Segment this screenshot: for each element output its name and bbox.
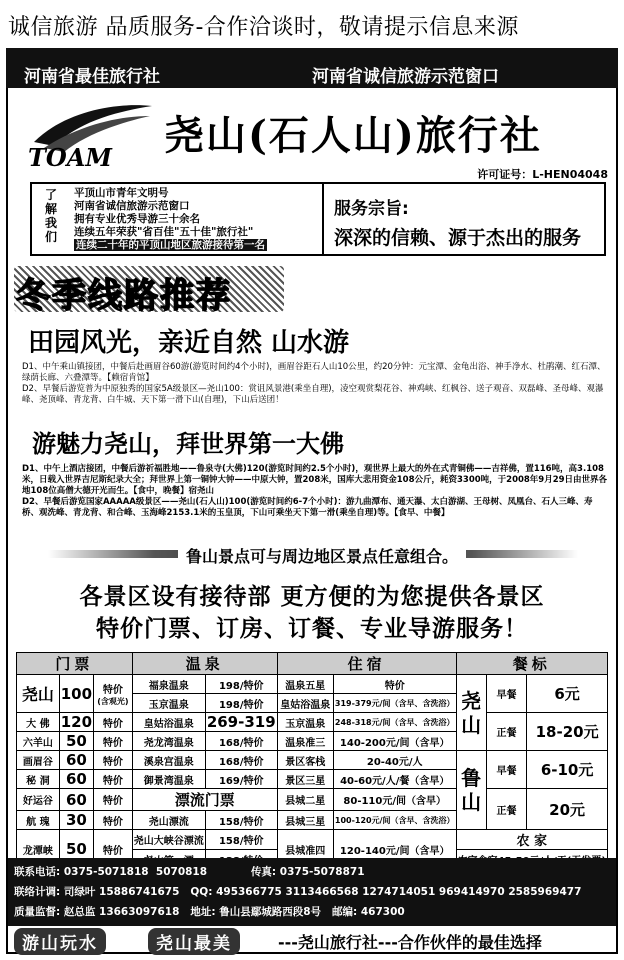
manager: 赵总监 13663097618	[63, 906, 180, 918]
header-bar	[6, 48, 618, 88]
intro-item: 连续五年荣获"省百佳"五十佳"旅行社"	[74, 226, 254, 238]
intro-tag: 了 解 我 们	[44, 188, 57, 244]
slogan-2: 尧山最美	[148, 928, 240, 955]
meal-place: 尧 山	[456, 675, 486, 751]
table-row: 秘 洞 60 特价 御景湾温泉 169/特价 景区三星 40-60元/人/餐（含早）	[17, 770, 608, 789]
tagline: ---尧山旅行社---合作伙伴的最佳选择	[278, 933, 542, 952]
contact-block: 联系电话: 0375-5071818 5070818 传真: 0375-5078871 联络计调: 司绿叶 15886741675 QQ: 495366775 3113466568 1274714051 969414970 2585969477 质量监督: 赵总监 13663097618 地址: 鲁山县鄢城路西段8号 邮编: 467300	[8, 858, 616, 926]
combo-note	[48, 544, 578, 564]
header-left: 河南省最佳旅行社	[24, 67, 160, 87]
header-lodging: 住宿	[277, 653, 456, 675]
address: 鲁山县鄢城路西段8号	[219, 906, 322, 918]
intro-box	[30, 182, 606, 256]
qq-numbers: 495366775 3113466568 1274714051 969414970 2585969477	[216, 886, 582, 898]
license-number: 许可证号：L-HEN04048	[477, 168, 608, 181]
winter-title: 冬季线路推荐	[16, 276, 232, 316]
tenet-title: 服务宗旨:	[334, 199, 409, 219]
intro-list	[74, 187, 344, 252]
intro-item: 河南省诚信旅游示范窗口	[74, 200, 190, 212]
table-row: 尧山 100 特价 (含观光) 福泉温泉 198/特价 温泉五星 特价 尧 山 早餐 6元	[17, 675, 608, 694]
table-row: 龙潭峡 50 特价 尧山大峡谷漂流 158/特价 县城准四 120-140元/间（含早） 农 家	[17, 830, 608, 850]
company-logo	[24, 102, 154, 172]
price-table	[16, 652, 608, 869]
service-line-1: 各景区设有接待部 更方便的为您提供各景区	[79, 584, 545, 610]
table-row: 大 佛 120 特价 皇姑浴温泉 269-319 玉京温泉 248-318元/间（含早、含洗浴） 正餐 18-20元	[17, 713, 608, 732]
table-row: 画眉谷 60 特价 溪泉宫温泉 168/特价 景区客栈 20-40元/人 鲁 山 早餐 6-10元	[17, 751, 608, 770]
fax: 0375-5078871	[279, 866, 365, 878]
service-tenet	[322, 184, 604, 254]
route-day: D2、早餐后游览国家AAAAA级景区——尧山(石人山)100(游览时间约6-7个小时)：游九曲潭布、通天瀑、太白游湖、王母树、凤凰台、石人三峰、寿桥、观洗峰、青龙背、和合峰、玉海峰2153.1米的玉皇顶，下山可乘坐天下第一滑(乘坐自理)等。【食早、中餐】	[22, 497, 593, 518]
route-day: D1、中午上酒店接团，中餐后游祈福胜地——鲁泉寺(大佛)120(游览时间约2.5个小时)，观世界上最大的外在式青铜佛——吉祥佛，置116吨，高3.108米，日载入世界吉尼斯纪录大全；拜世界上第一铜钟大钟——中原大钟，置208米，国库大悲用资金108公斤，耗资3300吨，于2008年9月29日由世界各地108位高僧大德开光而生。【食中，晚餐】宿尧山	[22, 464, 608, 496]
intro-item: 连续二十年的平顶山地区旅游接待第一名	[76, 239, 265, 251]
phone-1: 0375-5071818	[63, 866, 149, 878]
route-day: D1、中午乘山镇接团，中餐后赴画眉谷60游(游览时间约4个小时)，画眉谷距石人山10公里，约20分钟：元宝潭、金龟出浴、神手净水、杜鹃潮、红石潭、绿荫长廊、六叠潭等。【赖宿肯馆】	[22, 362, 606, 383]
swoosh-logo-icon	[24, 102, 154, 172]
combo-text: 鲁山景点可与周边地区景点任意组合。	[178, 544, 466, 567]
table-row: 玉京温泉 198/特价 皇姑浴温泉 319-379元/间（含早、含洗浴）	[17, 694, 608, 713]
intro-item: 平顶山市青年文明号	[74, 187, 169, 199]
table-row: 六羊山 50 特价 尧龙湾温泉 168/特价 温泉准三 140-200元/间（含早）	[17, 732, 608, 751]
table-row: 好运谷 60 特价 漂流门票 县城二星 80-110元/间（含早） 正餐 20元	[17, 789, 608, 811]
section2-routes	[22, 464, 608, 519]
header-tickets: 门票	[17, 653, 133, 675]
route-day: D2、早餐后游览普为中原独秀的国家5A级景区—尧山100：赏诅风景港(乘坐自理)，凌空观赏梨花谷、神鸡峡、红枫谷、送子观音、双磊峰、圣母峰、观瀑峰、尧顶峰、青龙背、白牛城、天下第一滑下山(自理)，下山后送团！	[22, 384, 604, 405]
header-meals: 餐标	[456, 653, 607, 675]
intro-item: 拥有专业优秀导游三十余名	[74, 213, 200, 225]
top-banner: 诚信旅游 品质服务-合作洽谈时，敬请提示信息来源	[8, 15, 519, 40]
section2-title: 游魅力尧山，拜世界第一大佛	[32, 430, 344, 458]
logo-text: TOAM	[28, 143, 112, 172]
table-row: 航 瑰 30 特价 尧山漂流 158/特价 县城三星 100-120元/间（含早、含洗浴）	[17, 811, 608, 830]
phone-2: 5070818	[155, 866, 208, 878]
slogan-1: 游山玩水	[14, 928, 106, 955]
mobile: 司绿叶 15886741675	[63, 886, 180, 898]
zip: 467300	[360, 906, 405, 918]
footer	[8, 926, 616, 954]
header-springs: 温泉	[132, 653, 277, 675]
header-right: 河南省诚信旅游示范窗口	[312, 67, 499, 87]
section1-title: 田园风光，亲近自然 山水游	[28, 328, 350, 358]
company-name: 尧山(石人山)旅行社	[164, 112, 542, 159]
tenet-text: 深深的信赖、源于杰出的服务	[334, 227, 582, 249]
meal-place: 鲁 山	[456, 751, 486, 830]
service-line-2: 特价门票、订房、订餐、专业导游服务！	[96, 616, 528, 642]
section1-routes	[22, 362, 608, 406]
